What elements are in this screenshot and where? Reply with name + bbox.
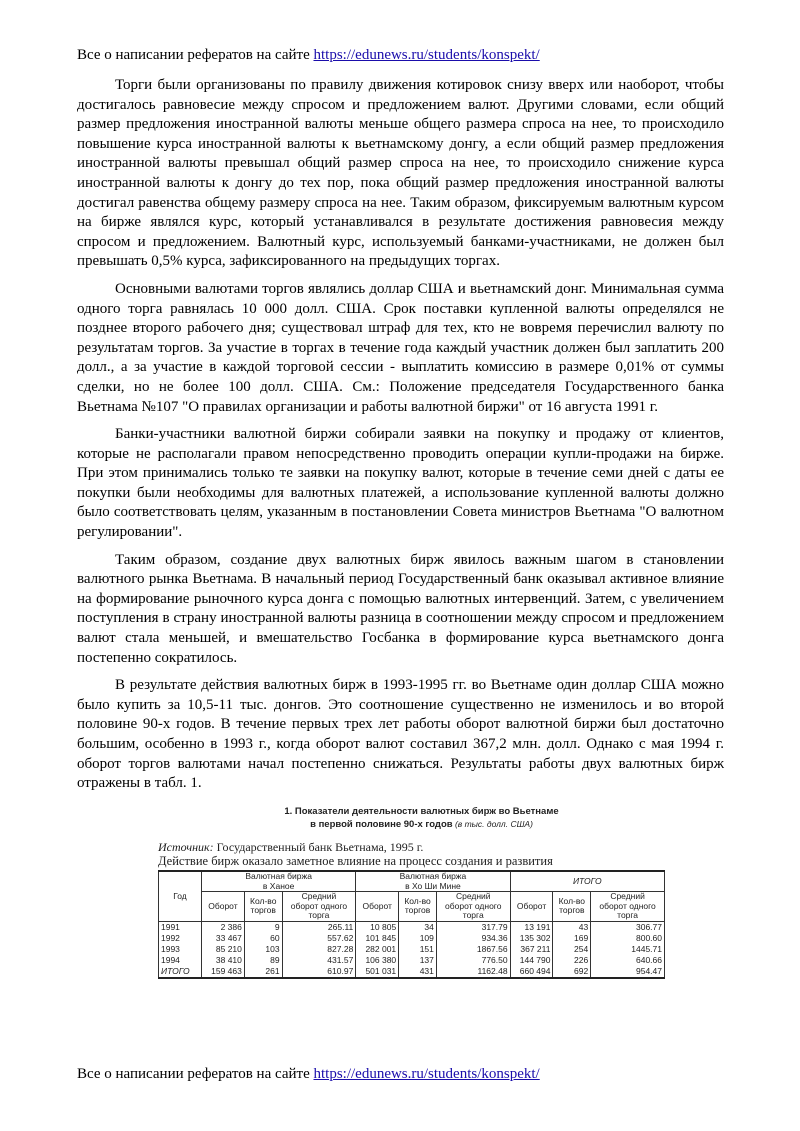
table-cell: 317.79 xyxy=(436,921,510,933)
table-cell: 254 xyxy=(553,944,591,955)
table-cell: 2 386 xyxy=(202,921,245,933)
figure-title-line2-text: в первой половине 90-х годов xyxy=(310,819,453,830)
table-figure xyxy=(158,806,665,979)
table-row xyxy=(159,933,665,944)
page-footer xyxy=(77,1064,540,1084)
footer-link[interactable]: https://edunews.ru/students/konspekt/ xyxy=(313,1066,540,1082)
table-row xyxy=(159,944,665,955)
table-cell: 9 xyxy=(244,921,282,933)
group-header-hanoi: Валютная биржа в Ханое xyxy=(202,871,356,892)
table-cell-year: ИТОГО xyxy=(159,966,202,978)
figure-caption: Действие бирж оказало заметное влияние на процесс создания и развития xyxy=(158,854,553,868)
table-cell: 13 191 xyxy=(510,921,553,933)
table-cell: 501 031 xyxy=(356,966,399,978)
table-cell: 800.60 xyxy=(591,933,665,944)
table-cell-year: 1993 xyxy=(159,944,202,955)
table-cell: 38 410 xyxy=(202,955,245,966)
table-cell: 431.57 xyxy=(282,955,356,966)
table-cell: 306.77 xyxy=(591,921,665,933)
table-cell: 43 xyxy=(553,921,591,933)
table-cell: 135 302 xyxy=(510,933,553,944)
table-cell: 367 211 xyxy=(510,944,553,955)
table-cell: 557.62 xyxy=(282,933,356,944)
table-cell: 137 xyxy=(399,955,437,966)
table-cell: 10 805 xyxy=(356,921,399,933)
table-cell: 282 001 xyxy=(356,944,399,955)
footer-text: Все о написании рефератов на сайте xyxy=(77,1066,314,1082)
table-cell: 1867.56 xyxy=(436,944,510,955)
table-cell: 610.97 xyxy=(282,966,356,978)
subheader-count: Кол-во торгов xyxy=(244,892,282,922)
table-cell: 33 467 xyxy=(202,933,245,944)
table-cell-year: 1991 xyxy=(159,921,202,933)
year-header: Год xyxy=(159,871,202,921)
group-header-total: ИТОГО xyxy=(510,871,664,892)
group-header-hcmc: Валютная биржа в Хо Ши Мине xyxy=(356,871,510,892)
subheader-average: Средний оборот одного торга xyxy=(591,892,665,922)
table-cell-year: 1994 xyxy=(159,955,202,966)
subheader-average: Средний оборот одного торга xyxy=(282,892,356,922)
table-row xyxy=(159,921,665,933)
header-link[interactable]: https://edunews.ru/students/konspekt/ xyxy=(313,47,540,63)
subheader-turnover: Оборот xyxy=(510,892,553,922)
table-cell: 934.36 xyxy=(436,933,510,944)
article-body xyxy=(77,76,724,802)
exchange-table xyxy=(158,870,665,979)
subheader-count: Кол-во торгов xyxy=(399,892,437,922)
paragraph: Таким образом, создание двух валютных бирж явилось важным шагом в становлении валютного рынка Вьетнама. В начальный период Государственный банк оказывал активное влияние на формирование рыночного курса донга с помощью валютных интервенций. Затем, с увеличением поступления в страну иностранной валюты разница в соотношении между спросом и предложением валют стала меньшей, и вмешательство Госбанка в формирование курса вьетнамского донга постепенно сократилось. xyxy=(77,551,724,666)
table-cell: 776.50 xyxy=(436,955,510,966)
table-cell: 640.66 xyxy=(591,955,665,966)
table-cell: 151 xyxy=(399,944,437,955)
subheader-count: Кол-во торгов xyxy=(553,892,591,922)
paragraph: В результате действия валютных бирж в 1993-1995 гг. во Вьетнаме один доллар США можно было купить за 10,5-11 тыс. донгов. Это соотношение существенно не изменилось и во второй половине 90-х годов. В течение первых трех лет работы оборот валютной биржи был достаточно большим, особенно в 1993 г., когда оборот валют составил 367,2 млн. долл. Однако с мая 1994 г. оборот торгов валютами начал постепенно снижаться. Результаты работы двух валютных бирж отражены в табл. 1. xyxy=(77,677,724,792)
table-cell: 261 xyxy=(244,966,282,978)
subheader-turnover: Оборот xyxy=(356,892,399,922)
table-cell: 159 463 xyxy=(202,966,245,978)
table-cell: 431 xyxy=(399,966,437,978)
figure-title-line2 xyxy=(178,818,665,831)
table-cell: 1162.48 xyxy=(436,966,510,978)
table-cell: 109 xyxy=(399,933,437,944)
figure-source xyxy=(158,841,665,854)
table-cell: 89 xyxy=(244,955,282,966)
figure-source-label: Источник: xyxy=(158,840,214,854)
table-cell: 34 xyxy=(399,921,437,933)
table-cell: 60 xyxy=(244,933,282,944)
table-cell: 265.11 xyxy=(282,921,356,933)
table-cell: 692 xyxy=(553,966,591,978)
table-cell: 144 790 xyxy=(510,955,553,966)
header-text: Все о написании рефератов на сайте xyxy=(77,47,314,63)
table-cell: 660 494 xyxy=(510,966,553,978)
table-cell: 85 210 xyxy=(202,944,245,955)
subheader-turnover: Оборот xyxy=(202,892,245,922)
subheader-average: Средний оборот одного торга xyxy=(436,892,510,922)
page-header xyxy=(77,45,540,65)
figure-title-line1: 1. Показатели деятельности валютных бирж во Вьетнаме xyxy=(284,806,559,817)
paragraph: Основными валютами торгов являлись доллар США и вьетнамский донг. Минимальная сумма одного торга равнялась 10 000 долл. США. Срок поставки купленной валюты определялся не позднее второго рабочего дня; существовал штраф для тех, кто не вовремя перечислил валюту по результатам торгов. За участие в торгах в течение года каждый участник должен был заплатить 200 долл., а за участие в каждой торговой сессии - выплатить комиссию в размере 0,01% от суммы сделки, но не более 100 долл. США. См.: Положение председателя Государственного банка Вьетнама №107 "О правилах организации и работы валютной биржи" от 16 августа 1991 г. xyxy=(77,280,724,415)
paragraph: Банки-участники валютной биржи собирали заявки на покупку и продажу от клиентов, которые не располагали правом непосредственно проводить операции купли-продажи на бирже. При этом принимались только те заявки на покупку валют, которые в течение семи дней с даты ее покупки были необходимы для валютных платежей, а использование купленной валюты должно было соответствовать целям, указанным в постановлении Совета министров Вьетнама "О валютном регулировании". xyxy=(77,426,724,541)
table-row xyxy=(159,955,665,966)
table-cell-year: 1992 xyxy=(159,933,202,944)
table-cell: 226 xyxy=(553,955,591,966)
table-cell: 169 xyxy=(553,933,591,944)
figure-title xyxy=(178,806,665,831)
table-cell: 103 xyxy=(244,944,282,955)
paragraph: Торги были организованы по правилу движения котировок снизу вверх или наоборот, чтобы достигалось равновесие между спросом и предложением валют. Другими словами, если общий размер предложения иностранной валюты меньше общего размера спроса на нее, то происходило повышение курса иностранной валюты к вьетнамскому донгу, а если общий размер предложения иностранной валюты превышал общий размер спроса на нее, то происходило снижение курса иностранной валюты к донгу до тех пор, пока общий размер предложения иностранной валюты достигал равенства общему размеру спроса на нее. Таким образом, фиксируемым валютным курсом на бирже являлся курс, который устанавливался в результате достижения равновесия между спросом и предложением. Валютный курс, используемый банками-участниками, не должен был превышать 0,5% курса, зафиксированного на предыдущих торгах. xyxy=(77,77,724,270)
table-cell: 1445.71 xyxy=(591,944,665,955)
table-cell: 827.28 xyxy=(282,944,356,955)
table-cell: 954.47 xyxy=(591,966,665,978)
table-row xyxy=(159,966,665,978)
table-cell: 106 380 xyxy=(356,955,399,966)
figure-source-text: Государственный банк Вьетнама, 1995 г. xyxy=(213,840,424,854)
figure-title-units: (в тыс. долл. США) xyxy=(452,819,533,829)
table-cell: 101 845 xyxy=(356,933,399,944)
